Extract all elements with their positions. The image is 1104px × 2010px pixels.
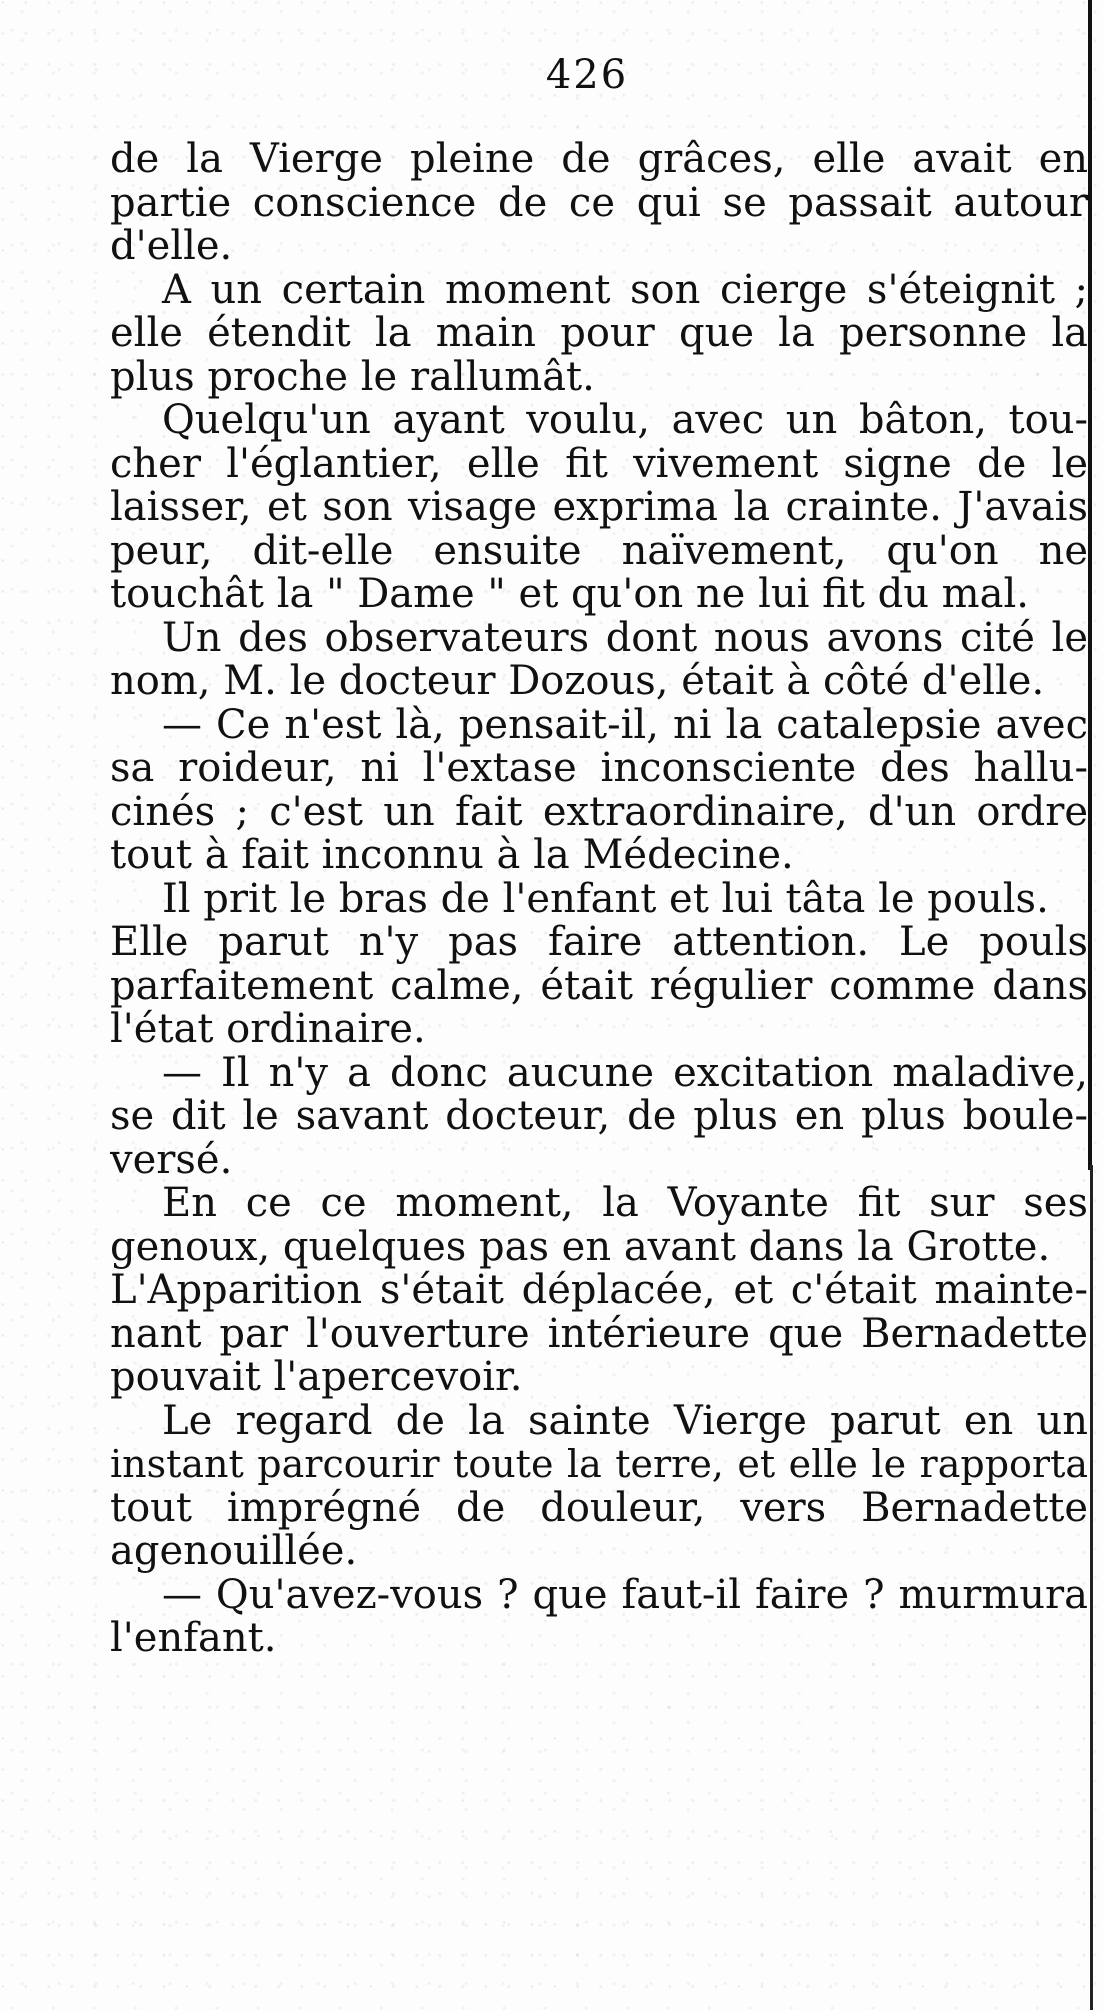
text-line: nom, M. le docteur Dozous, était à côté d'elle. [110, 660, 1045, 704]
text-line: parfaitement calme, était régulier comme dans [110, 964, 1088, 1008]
text-line: Il prit le bras de l'enfant et lui tâta le pouls. [162, 877, 1049, 921]
page-edge-rule-lower [1090, 1165, 1093, 2010]
body-text [110, 138, 1088, 1661]
text-line: se dit le savant docteur, de plus en plus boule- [110, 1095, 1088, 1139]
text-line: touchât la " Dame " et qu'on ne lui fit du mal. [110, 573, 1029, 617]
text-line: versé. [110, 1138, 233, 1182]
text-line: Quelqu'un ayant voulu, avec un bâton, tou- [162, 399, 1088, 443]
text-line: — Ce n'est là, pensait-il, ni la catalepsie avec [162, 703, 1088, 747]
text-line: l'état ordinaire. [110, 1008, 426, 1052]
text-line: d'elle. [110, 225, 233, 269]
text-line: nant par l'ouverture intérieure que Bernadette [110, 1312, 1088, 1356]
text-line: elle étendit la main pour que la personne la [110, 312, 1088, 356]
text-line: peur, dit-elle ensuite naïvement, qu'on ne [110, 529, 1088, 573]
text-line: Un des observateurs dont nous avons cité le [162, 616, 1088, 660]
text-line: — Il n'y a donc aucune excitation maladive, [162, 1051, 1088, 1095]
text-line: cinés ; c'est un fait extraordinaire, d'un ordre [110, 790, 1088, 834]
text-line: tout imprégné de douleur, vers Bernadette [110, 1486, 1088, 1530]
text-line: L'Apparition s'était déplacée, et c'était mainte- [110, 1269, 1088, 1313]
text-line: l'enfant. [110, 1617, 277, 1661]
text-line: Elle parut n'y pas faire attention. Le pouls [110, 921, 1088, 965]
text-line: agenouillée. [110, 1530, 358, 1574]
text-line: En ce ce moment, la Voyante fit sur ses [162, 1182, 1088, 1226]
text-line: de la Vierge pleine de grâces, elle avait en [110, 138, 1088, 182]
page-edge-rule [1088, 0, 1092, 1170]
text-line: A un certain moment son cierge s'éteignit ; [162, 268, 1088, 312]
text-line: — Qu'avez-vous ? que faut-il faire ? murmura [162, 1573, 1088, 1617]
text-line: laisser, et son visage exprima la crainte. J'avais [110, 486, 1088, 530]
text-line: plus proche le rallumât. [110, 355, 595, 399]
text-line: pouvait l'apercevoir. [110, 1356, 523, 1400]
page-number: 426 [545, 52, 629, 98]
text-line: cher l'églantier, elle fit vivement signe de le [110, 442, 1088, 486]
text-line: sa roideur, ni l'extase inconsciente des hallu- [110, 747, 1088, 791]
text-line: tout à fait inconnu à la Médecine. [110, 834, 794, 878]
text-line: partie conscience de ce qui se passait autour [110, 181, 1088, 225]
text-line: Le regard de la sainte Vierge parut en un [162, 1399, 1088, 1443]
text-line: instant parcourir toute la terre, et elle le rapporta [110, 1443, 1088, 1486]
text-line: genoux, quelques pas en avant dans la Grotte. [110, 1225, 1051, 1269]
